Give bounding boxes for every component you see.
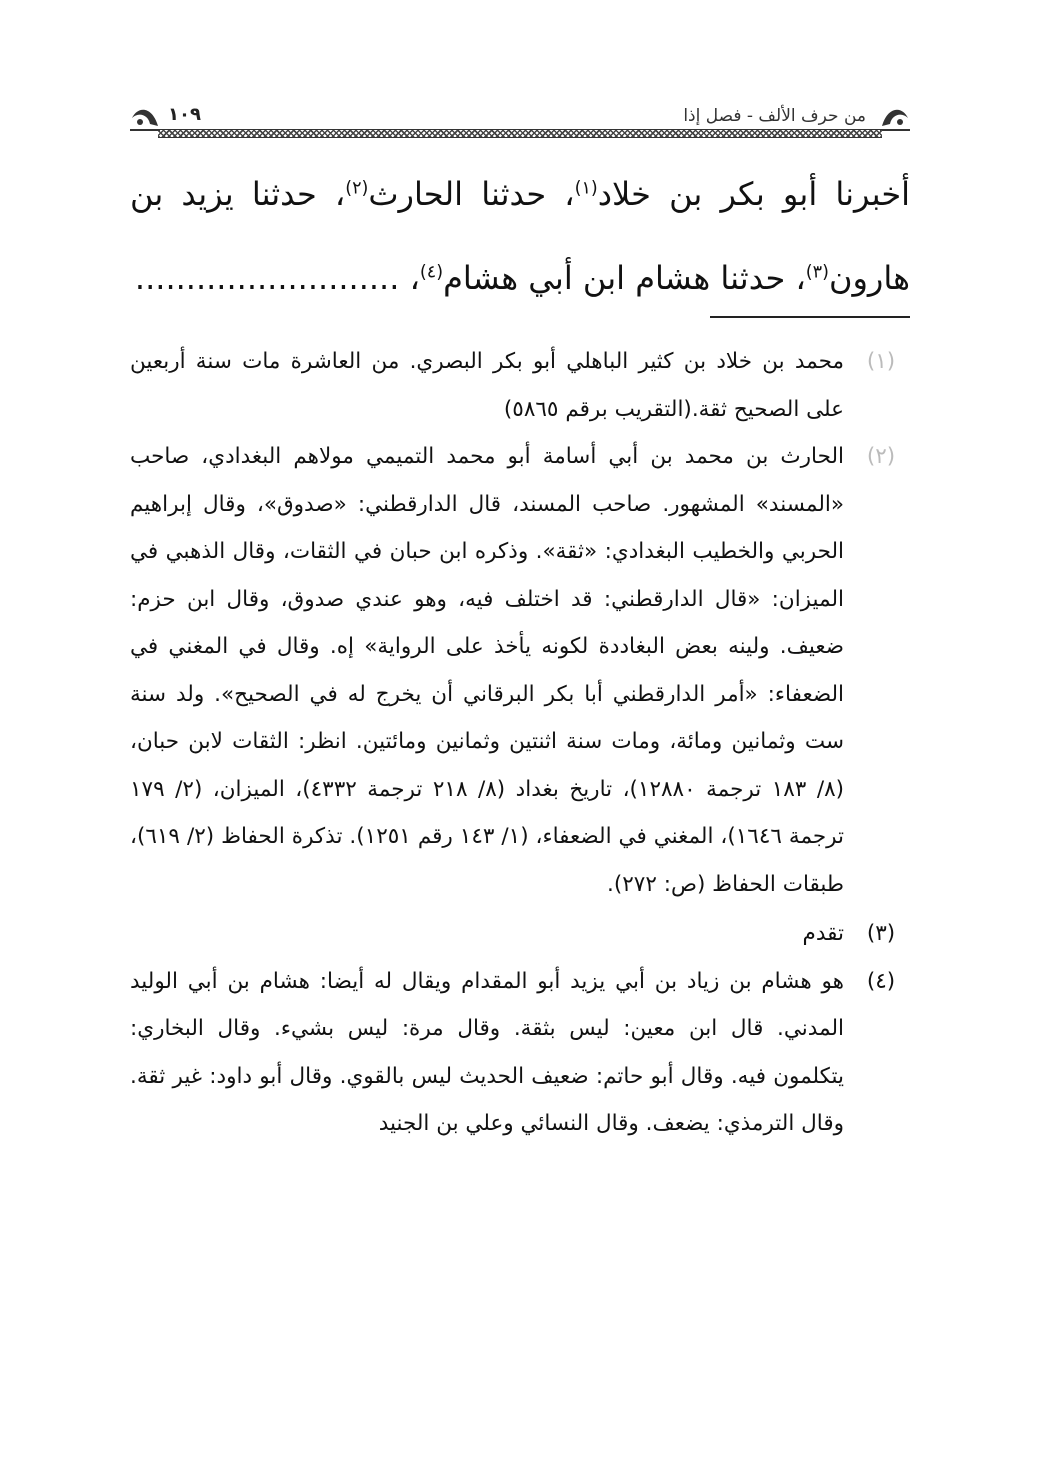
footnote-text: هو هشام بن زياد بن أبي يزيد أبو المقدام ويقال له أيضا: هشام بن أبي الوليد المدني. قال ابن معين: ليس بثقة. وقال مرة: ليس بشيء. وقال البخاري: يتكلمون فيه. وقال أبو حاتم: ضعيف الحديث ليس بالقوي. وقال أبو داود: غير ثقة. وقال الترمذي: يضعف. وقال النسائي وعلي بن الجنيد bbox=[130, 968, 844, 1136]
footnote-2 bbox=[130, 433, 910, 908]
footnote-ref-4: (٤) bbox=[419, 262, 444, 283]
footnote-4 bbox=[130, 958, 910, 1148]
footnote-separator bbox=[710, 316, 910, 318]
main-text-part: ، حدثنا يزيد بن هارون bbox=[130, 175, 910, 297]
footnote-1 bbox=[130, 338, 910, 433]
header-ornament-left-icon bbox=[128, 102, 162, 132]
header-rule bbox=[158, 129, 882, 138]
footnotes bbox=[130, 338, 910, 1148]
footnote-number: (٢) bbox=[866, 444, 896, 469]
footnote-number: (٤) bbox=[866, 968, 896, 994]
footnote-text: تقدم bbox=[802, 921, 844, 946]
footnote-ref-2: (٢) bbox=[345, 178, 369, 199]
footnote-number: (٣) bbox=[866, 921, 896, 946]
main-text-part: ، حدثنا الحارث bbox=[368, 175, 575, 213]
page-header bbox=[130, 98, 910, 142]
main-text bbox=[130, 152, 910, 320]
main-paragraph bbox=[130, 152, 910, 320]
main-text-part: ، .......................... bbox=[134, 259, 420, 297]
main-text-part: ، حدثنا هشام ابن أبي هشام bbox=[443, 259, 806, 297]
footnote-number: (١) bbox=[866, 349, 896, 374]
running-title: من حرف الألف - فصل إذا bbox=[683, 106, 866, 126]
header-ornament-right-icon bbox=[878, 102, 912, 132]
footnote-text: محمد بن خلاد بن كثير الباهلي أبو بكر البصري. من العاشرة مات سنة أربعين على الصحيح ثقة.(التقريب برقم ٥٨٦٥) bbox=[130, 349, 844, 422]
footnote-text: الحارث بن محمد بن أبي أسامة أبو محمد التميمي مولاهم البغدادي، صاحب «المسند» المشهور. صاحب المسند، قال الدارقطني: «صدوق»، وقال إبراهيم الحربي والخطيب البغدادي: «ثقة». وذكره ابن حبان في الثقات، وقال الذهبي في الميزان: «قال الدارقطني: قد اختلف فيه، وهو عندي صدوق، وقال ابن حزم: ضعيف. ولينه بعض البغاددة لكونه يأخذ على الرواية» إه. وقال في المغني في الضعفاء: «أمر الدارقطني أبا بكر البرقاني أن يخرج له في الصحيح». ولد سنة ست وثمانين ومائة، ومات سنة اثنتين وثمانين ومائتين. انظر: الثقات لابن حبان، (٨/ ١٨٣ ترجمة ١٢٨٨٠)، تاريخ بغداد (٨/ ٢١٨ ترجمة ٤٣٣٢)، الميزان، (٢/ ١٧٩ ترجمة ١٦٤٦)، المغني في الضعفاء، (١/ ١٤٣ رقم ١٢٥١). تذكرة الحفاظ (٢/ ٦١٩)، طبقات الحفاظ (ص: ٢٧٢). bbox=[130, 444, 845, 897]
main-text-part: أخبرنا أبو بكر بن خلاد bbox=[597, 175, 910, 213]
footnote-ref-1: (١) bbox=[574, 178, 598, 199]
footnote-3 bbox=[130, 910, 910, 958]
page-number: ١٠٩ bbox=[168, 104, 201, 125]
footnote-ref-3: (٣) bbox=[805, 262, 829, 283]
